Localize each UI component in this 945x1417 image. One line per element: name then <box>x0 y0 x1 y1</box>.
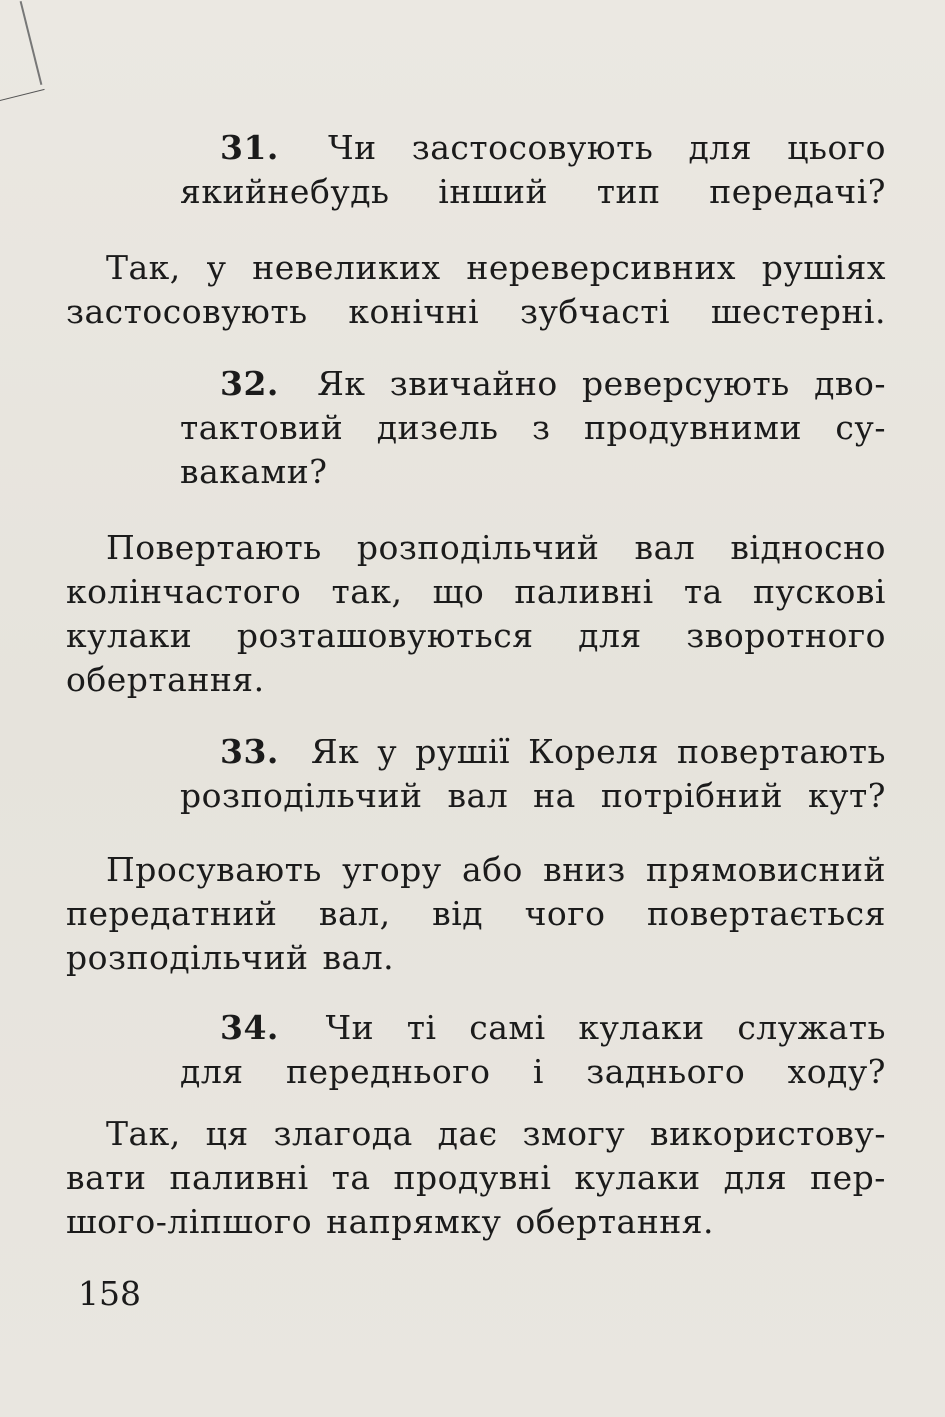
word: застосовують <box>411 128 654 167</box>
question-32 <box>180 362 886 494</box>
word: у <box>206 248 227 287</box>
question-number: 31. <box>220 128 279 167</box>
word: Повертають <box>106 528 322 567</box>
word: інший <box>438 172 548 211</box>
answer-line <box>66 848 886 892</box>
word: у <box>377 732 398 771</box>
answer-line <box>66 570 886 614</box>
word: з <box>532 408 551 447</box>
word: змогу <box>522 1114 626 1153</box>
answer-33 <box>66 848 886 980</box>
word: паливні <box>169 1158 309 1197</box>
word: використову- <box>650 1114 886 1153</box>
word: заднього <box>586 1052 746 1091</box>
word: нереверсивних <box>466 248 736 287</box>
question-31 <box>180 126 886 214</box>
word: угору <box>342 850 442 889</box>
word: чого <box>524 894 606 933</box>
answer-34 <box>66 1112 886 1244</box>
word: обертання. <box>515 1202 715 1241</box>
word: пускові <box>752 572 886 611</box>
answer-32 <box>66 526 886 702</box>
word: вал <box>634 528 696 567</box>
word: Просувають <box>106 850 322 889</box>
word: вати <box>66 1158 147 1197</box>
word: на <box>533 776 576 815</box>
word: переднього <box>285 1052 491 1091</box>
answer-line <box>66 936 886 980</box>
word: дає <box>437 1114 498 1153</box>
answer-line <box>66 1200 886 1244</box>
word: вал, <box>318 894 391 933</box>
answer-line <box>66 246 886 290</box>
word: реверсують <box>582 364 790 403</box>
word: потрібний <box>600 776 783 815</box>
word: невеликих <box>252 248 441 287</box>
word: рушії <box>415 732 511 771</box>
word: кулаки <box>574 1158 701 1197</box>
word: звичайно <box>389 364 558 403</box>
word: для <box>723 1158 788 1197</box>
question-line <box>180 1050 886 1094</box>
answer-31 <box>66 246 886 334</box>
word: відносно <box>730 528 886 567</box>
word: су- <box>835 408 886 447</box>
word: або <box>461 850 523 889</box>
word: Чи <box>328 128 377 167</box>
word: прямовисний <box>645 850 886 889</box>
word: вал. <box>322 938 395 977</box>
word: обертання. <box>66 660 265 699</box>
word: напрямку <box>326 1202 502 1241</box>
word: кут? <box>807 776 886 815</box>
question-line <box>180 126 886 170</box>
word: паливні <box>514 572 654 611</box>
word: продувні <box>393 1158 552 1197</box>
word: Як <box>317 364 366 403</box>
word: якийнебудь <box>180 172 390 211</box>
question-line <box>180 730 886 774</box>
word: Чи <box>325 1008 375 1047</box>
question-33 <box>180 730 886 818</box>
word: рушіях <box>761 248 886 287</box>
question-line <box>180 406 886 450</box>
word: розподільчий <box>66 938 309 977</box>
word: що <box>432 572 485 611</box>
word: ходу? <box>787 1052 886 1091</box>
question-number: 34. <box>220 1008 279 1047</box>
word: пер- <box>810 1158 886 1197</box>
word: тип <box>596 172 661 211</box>
word: повертають <box>676 732 886 771</box>
question-line <box>180 450 886 494</box>
word: дизель <box>376 408 499 447</box>
word: від <box>432 894 484 933</box>
question-line <box>180 170 886 214</box>
word: служать <box>737 1008 886 1047</box>
word: шестерні. <box>710 292 886 331</box>
answer-line <box>66 526 886 570</box>
word: Так, <box>106 248 181 287</box>
word: передачі? <box>709 172 886 211</box>
word: зубчасті <box>520 292 671 331</box>
word: передатний <box>66 894 278 933</box>
word: і <box>532 1052 544 1091</box>
word: тактовий <box>180 408 344 447</box>
word: для <box>688 128 753 167</box>
word: продувними <box>583 408 802 447</box>
answer-line <box>66 614 886 658</box>
word: шого-ліпшого <box>66 1202 313 1241</box>
word: цього <box>787 128 886 167</box>
word: розподільчий <box>180 776 423 815</box>
word: Як <box>310 732 360 771</box>
word: колінчастого <box>66 572 302 611</box>
word: для <box>578 616 642 655</box>
page-number: 158 <box>78 1274 141 1313</box>
word: вал <box>447 776 509 815</box>
answer-line <box>66 1112 886 1156</box>
question-number: 32. <box>220 364 279 403</box>
word: ваками? <box>180 452 328 491</box>
word: для <box>180 1052 244 1091</box>
word: злагода <box>273 1114 413 1153</box>
answer-line <box>66 892 886 936</box>
question-number: 33. <box>220 732 279 771</box>
word: дво- <box>814 364 886 403</box>
question-34 <box>180 1006 886 1094</box>
word: застосовують <box>66 292 308 331</box>
word: та <box>331 1158 371 1197</box>
word: повертається <box>646 894 886 933</box>
word: конічні <box>348 292 480 331</box>
word: Так, <box>106 1114 181 1153</box>
answer-line <box>66 290 886 334</box>
word: кулаки <box>66 616 193 655</box>
answer-line <box>66 1156 886 1200</box>
word: кулаки <box>578 1008 705 1047</box>
word: вниз <box>543 850 626 889</box>
word: та <box>683 572 723 611</box>
word: розташовуються <box>236 616 534 655</box>
question-line <box>180 362 886 406</box>
word: розподільчий <box>356 528 600 567</box>
word: зворотного <box>686 616 886 655</box>
answer-line <box>66 658 886 702</box>
word: самі <box>469 1008 546 1047</box>
word: так, <box>331 572 403 611</box>
question-line <box>180 774 886 818</box>
word: ця <box>205 1114 249 1153</box>
word: ті <box>406 1008 437 1047</box>
word: Кореля <box>528 732 659 771</box>
question-line <box>180 1006 886 1050</box>
